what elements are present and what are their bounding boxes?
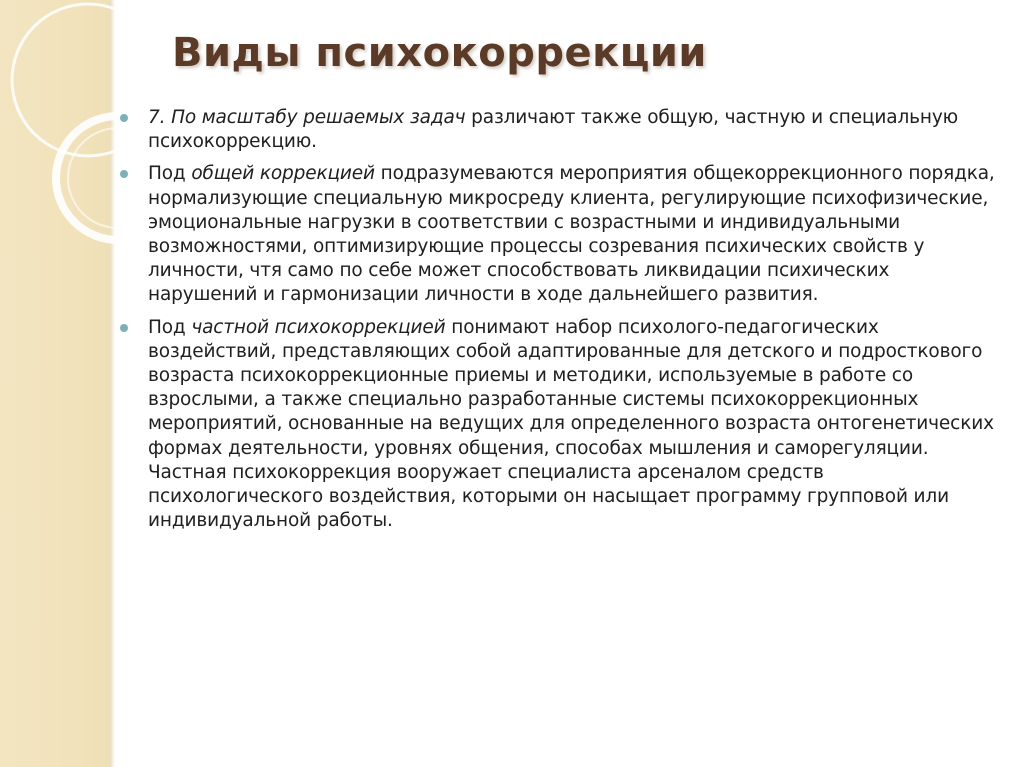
bullet-prefix: Под xyxy=(148,316,192,338)
bullet-emphasis: 7. По масштабу решаемых задач xyxy=(148,107,466,128)
slide-title: Виды психокоррекции xyxy=(172,30,707,76)
bullet-text: подразумеваются мероприятия общекоррекционного порядка, нормализующие специальную микросреду клиента, регулирующие психофизические, эмоциональные нагрузки в соответствии с возрастными и индивидуальными возможностями, оптимизирующие процессы созревания психических свойств у личности, чтя само по себе может способствовать ликвидации психических нарушений и гармонизации личности в ходе дальнейшего развития. xyxy=(148,163,995,306)
bullet-prefix: Под xyxy=(148,163,192,185)
bullet-item-partial-correction xyxy=(120,316,1000,534)
bullet-dot-icon xyxy=(120,114,128,122)
bullet-emphasis: общей коррекцией xyxy=(191,163,375,185)
bullet-dot-icon xyxy=(120,324,128,332)
bullet-list xyxy=(120,106,1000,541)
bullet-emphasis: частной психокоррекцией xyxy=(191,316,446,338)
bullet-text: различают также общую, частную и специальную психокоррекцию. xyxy=(148,107,959,153)
bullet-text: понимают набор психолого-педагогических воздействий, представляющих собой адаптированные для детского и подросткового возраста психокоррекционные приемы и методики, используемые в работе со взрослыми, а также специально разработанные системы психокоррекционных мероприятий, основанные на ведущих для определенного возраста онтогенетических формах деятельности, уровнях общения, способах мышления и саморегуляции. Частная психокоррекция вооружает специалиста арсеналом средств психологического воздействия, которыми он насыщает программу групповой или индивидуальной работы. xyxy=(148,316,994,532)
bullet-item-scope xyxy=(120,106,1000,154)
bullet-item-general-correction xyxy=(120,162,1000,307)
bullet-dot-icon xyxy=(120,170,128,178)
